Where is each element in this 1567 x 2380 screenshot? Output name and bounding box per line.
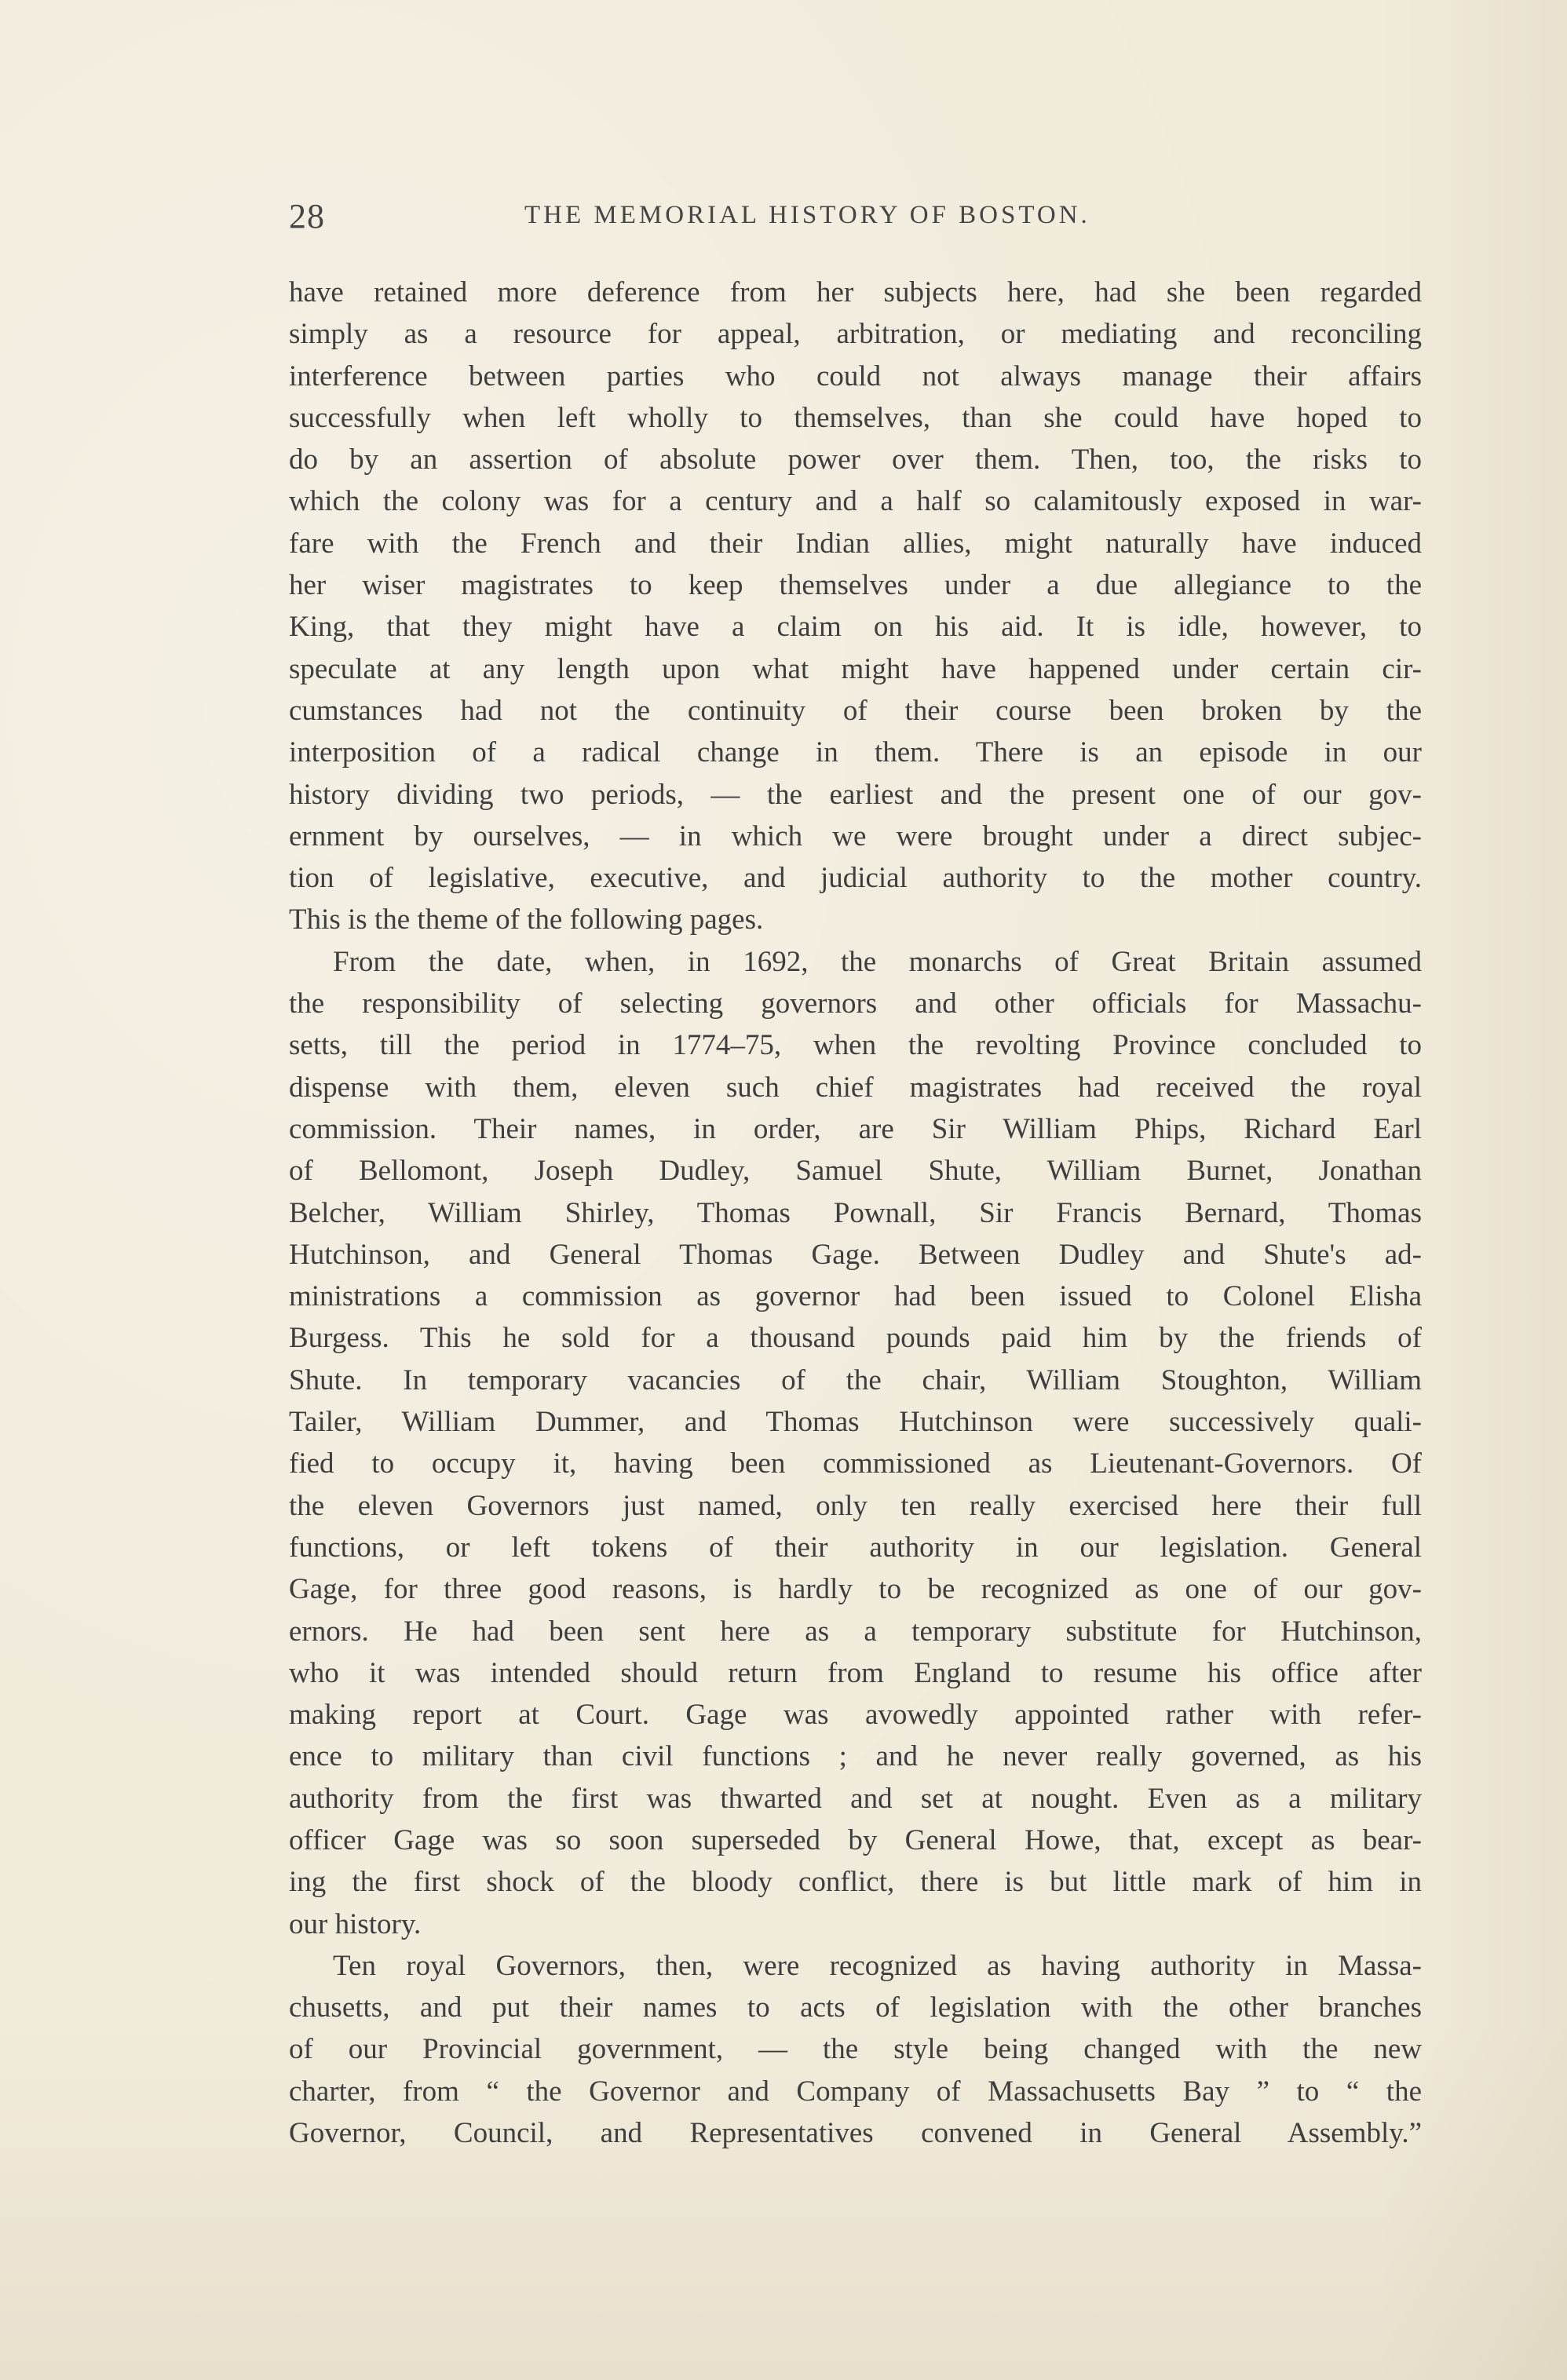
text-line: chusetts, and put their names to acts of legislation with the other branches: [289, 1991, 1422, 2024]
text-line: making report at Court. Gage was avowedly appointed rather with refer-: [289, 1699, 1422, 1732]
text-line: Burgess. This he sold for a thousand pounds paid him by the friends of: [289, 1322, 1422, 1355]
text-line: tion of legislative, executive, and judicial authority to the mother country.: [289, 862, 1422, 895]
text-line: setts, till the period in 1774–75, when the revolting Province concluded to: [289, 1029, 1422, 1062]
text-line: interference between parties who could not always manage their affairs: [289, 360, 1422, 392]
text-line: This is the theme of the following pages.: [289, 903, 764, 936]
text-line: commission. Their names, in order, are Sir William Phips, Richard Earl: [289, 1112, 1422, 1145]
text-line: ing the first shock of the bloody conflict, there is but little mark of him in: [289, 1866, 1422, 1899]
text-line: history dividing two periods, — the earliest and the present one of our gov-: [289, 778, 1422, 811]
text-line: successfully when left wholly to themselves, than she could have hoped to: [289, 401, 1422, 434]
page-number: 28: [289, 197, 325, 235]
text-line: ministrations a commission as governor had been issued to Colonel Elisha: [289, 1280, 1422, 1313]
text-line: speculate at any length upon what might have happened under certain cir-: [289, 652, 1422, 685]
text-line: Shute. In temporary vacancies of the chair, William Stoughton, William: [289, 1363, 1422, 1396]
text-line: Gage, for three good reasons, is hardly to be recognized as one of our gov-: [289, 1573, 1422, 1606]
text-line: fied to occupy it, having been commissioned as Lieutenant-Governors. Of: [289, 1447, 1422, 1480]
paragraph-2: [289, 941, 1422, 1945]
text-line: Hutchinson, and General Thomas Gage. Between Dudley and Shute's ad-: [289, 1238, 1422, 1271]
text-line: ernors. He had been sent here as a temporary substitute for Hutchinson,: [289, 1615, 1422, 1648]
text-line: officer Gage was so soon superseded by General Howe, that, except as bear-: [289, 1823, 1422, 1856]
running-head: [289, 196, 1435, 243]
text-line: of our Provincial government, — the style being changed with the new: [289, 2033, 1422, 2066]
text-line: do by an assertion of absolute power over them. Then, too, the risks to: [289, 444, 1422, 476]
text-line: have retained more deference from her subjects here, had she been regarded: [289, 276, 1422, 308]
paragraph-3: [289, 1945, 1422, 2154]
text-line: King, that they might have a claim on his aid. It is idle, however, to: [289, 611, 1422, 644]
text-line: Tailer, William Dummer, and Thomas Hutchinson were successively quali-: [289, 1406, 1422, 1439]
text-line: From the date, when, in 1692, the monarchs of Great Britain assumed: [333, 945, 1422, 978]
text-line: the responsibility of selecting governors and other officials for Massachu-: [289, 987, 1422, 1020]
text-line: interposition of a radical change in them. There is an episode in our: [289, 736, 1422, 769]
body-text: [289, 272, 1422, 2154]
text-line: the eleven Governors just named, only ten really exercised here their full: [289, 1489, 1422, 1522]
text-line: ence to military than civil functions ; and he never really governed, as his: [289, 1740, 1422, 1773]
paragraph-1: [289, 272, 1422, 941]
text-line: ernment by ourselves, — in which we were brought under a direct subjec-: [289, 819, 1422, 852]
text-line: simply as a resource for appeal, arbitration, or mediating and reconciling: [289, 318, 1422, 351]
text-line: her wiser magistrates to keep themselves under a due allegiance to the: [289, 569, 1422, 602]
text-line: fare with the French and their Indian allies, might naturally have induced: [289, 527, 1422, 560]
text-line: dispense with them, eleven such chief magistrates had received the royal: [289, 1071, 1422, 1104]
text-line: of Bellomont, Joseph Dudley, Samuel Shute, William Burnet, Jonathan: [289, 1155, 1422, 1188]
text-line: who it was intended should return from England to resume his office after: [289, 1656, 1422, 1689]
text-line: which the colony was for a century and a half so calamitously exposed in war-: [289, 485, 1422, 518]
text-line: authority from the first was thwarted and set at nought. Even as a military: [289, 1782, 1422, 1815]
text-line: our history.: [289, 1907, 422, 1940]
text-line: cumstances had not the continuity of their course been broken by the: [289, 694, 1422, 727]
text-line: Governor, Council, and Representatives convened in General Assembly.”: [289, 2117, 1422, 2150]
text-line: Belcher, William Shirley, Thomas Pownall, Sir Francis Bernard, Thomas: [289, 1196, 1422, 1229]
text-line: functions, or left tokens of their authority in our legislation. General: [289, 1531, 1422, 1564]
text-line: charter, from “ the Governor and Company of Massachusetts Bay ” to “ the: [289, 2075, 1422, 2108]
text-line: Ten royal Governors, then, were recognized as having authority in Massa-: [333, 1949, 1422, 1982]
running-title: THE MEMORIAL HISTORY OF BOSTON.: [524, 201, 1090, 229]
